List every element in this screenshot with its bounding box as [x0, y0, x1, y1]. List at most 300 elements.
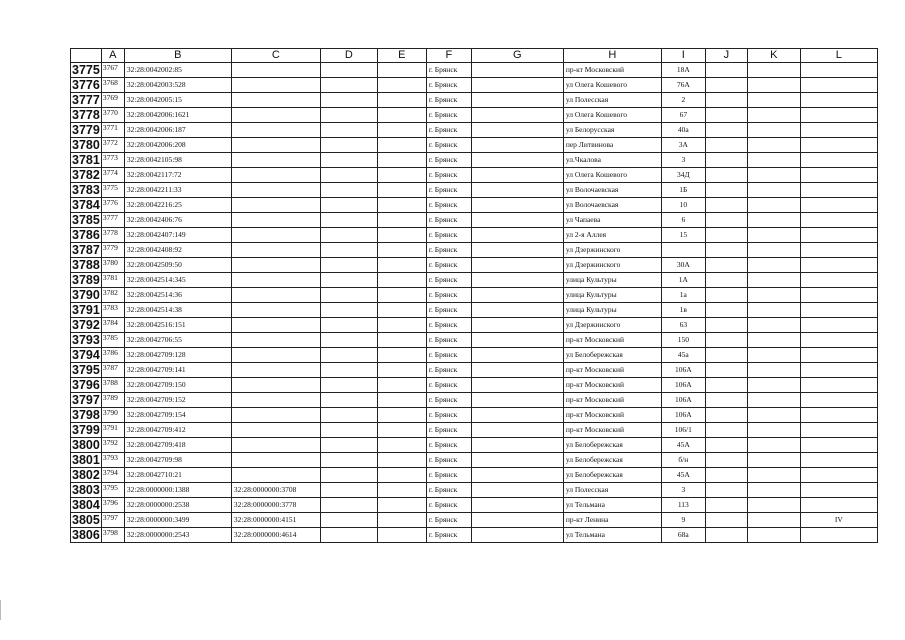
- cell-b: 32:28:0042514:345: [124, 273, 231, 288]
- cell-d: [320, 93, 377, 108]
- cell-j: [705, 138, 747, 153]
- row-number: 3784: [72, 198, 100, 212]
- cell-g: [471, 528, 563, 543]
- cell-l: [800, 168, 877, 183]
- cell-b: 32:28:0042003:528: [124, 78, 231, 93]
- cell-c: [231, 168, 320, 183]
- cell-k: [747, 318, 800, 333]
- cell-k: [747, 78, 800, 93]
- cell-i: 3А: [661, 138, 705, 153]
- cell-g: [471, 183, 563, 198]
- cell-c: [231, 78, 320, 93]
- cell-g: [471, 93, 563, 108]
- cell-b: 32:28:0000000:3499: [124, 513, 231, 528]
- cell-g: [471, 408, 563, 423]
- cell-h: ул Белорусская: [563, 123, 661, 138]
- cell-e: [377, 378, 426, 393]
- cell-h: улица Культуры: [563, 303, 661, 318]
- cell-d: [320, 528, 377, 543]
- cell-a: 3771: [101, 123, 124, 138]
- cell-c: [231, 438, 320, 453]
- cell-d: [320, 168, 377, 183]
- cell-a: 3796: [101, 498, 124, 513]
- cell-l: [800, 468, 877, 483]
- cell-a: 3785: [101, 333, 124, 348]
- cell-h: ул Олега Кошевого: [563, 168, 661, 183]
- cell-e: [377, 453, 426, 468]
- cell-a: 3768: [101, 78, 124, 93]
- cell-l: [800, 453, 877, 468]
- cell-d: [320, 513, 377, 528]
- cell-e: [377, 78, 426, 93]
- row-number: 3781: [72, 153, 100, 167]
- cell-c: [231, 468, 320, 483]
- cell-g: [471, 138, 563, 153]
- cell-h: пр-кт Московский: [563, 333, 661, 348]
- cell-b: 32:28:0042006:187: [124, 123, 231, 138]
- cell-b: 32:28:0000000:2538: [124, 498, 231, 513]
- cell-e: [377, 243, 426, 258]
- cell-h: пр-кт Московский: [563, 363, 661, 378]
- table-row: [71, 423, 878, 438]
- cell-l: [800, 123, 877, 138]
- cell-i: 10: [661, 198, 705, 213]
- cell-b: 32:28:0042117:72: [124, 168, 231, 183]
- cell-b: 32:28:0042216:25: [124, 198, 231, 213]
- table-row: [71, 153, 878, 168]
- cell-b: 32:28:0042514:36: [124, 288, 231, 303]
- cell-c: [231, 123, 320, 138]
- cell-a: 3797: [101, 513, 124, 528]
- cell-j: [705, 273, 747, 288]
- cell-j: [705, 483, 747, 498]
- column-header-g: G: [471, 49, 563, 63]
- cell-k: [747, 303, 800, 318]
- table-row: [71, 63, 878, 78]
- table-row: [71, 378, 878, 393]
- cell-b: 32:28:0000000:2543: [124, 528, 231, 543]
- cell-k: [747, 183, 800, 198]
- cell-f: г. Брянск: [426, 423, 471, 438]
- table-row: [71, 318, 878, 333]
- row-number: 3795: [72, 363, 100, 377]
- cell-d: [320, 363, 377, 378]
- cell-c: [231, 228, 320, 243]
- cell-l: [800, 258, 877, 273]
- cell-c: [231, 453, 320, 468]
- cell-c: [231, 213, 320, 228]
- cell-k: [747, 273, 800, 288]
- cell-h: ул Олега Кошевого: [563, 108, 661, 123]
- row-number: 3806: [72, 528, 100, 542]
- cell-g: [471, 423, 563, 438]
- cell-d: [320, 453, 377, 468]
- cell-f: г. Брянск: [426, 333, 471, 348]
- cell-j: [705, 453, 747, 468]
- cell-b: 32:28:0042709:418: [124, 438, 231, 453]
- cell-b: 32:28:0042709:98: [124, 453, 231, 468]
- cell-f: г. Брянск: [426, 453, 471, 468]
- row-number: 3793: [72, 333, 100, 347]
- cell-f: г. Брянск: [426, 123, 471, 138]
- cell-a: 3769: [101, 93, 124, 108]
- cell-b: 32:28:0042709:152: [124, 393, 231, 408]
- cell-j: [705, 243, 747, 258]
- cell-e: [377, 123, 426, 138]
- cell-a: 3773: [101, 153, 124, 168]
- cell-l: [800, 318, 877, 333]
- table-row: [71, 258, 878, 273]
- cell-e: [377, 498, 426, 513]
- cell-f: г. Брянск: [426, 63, 471, 78]
- cell-b: 32:28:0042408:92: [124, 243, 231, 258]
- cell-i: 30А: [661, 258, 705, 273]
- column-header-i: I: [661, 49, 705, 63]
- cell-i: 106А: [661, 363, 705, 378]
- cell-f: г. Брянск: [426, 258, 471, 273]
- cell-e: [377, 138, 426, 153]
- row-number: 3798: [72, 408, 100, 422]
- cell-f: г. Брянск: [426, 408, 471, 423]
- cell-c: [231, 153, 320, 168]
- cell-k: [747, 333, 800, 348]
- row-number: 3797: [72, 393, 100, 407]
- table-row: [71, 243, 878, 258]
- cell-h: ул Белобережская: [563, 348, 661, 363]
- cell-j: [705, 228, 747, 243]
- cell-h: ул.Чкалова: [563, 153, 661, 168]
- column-header-l: L: [800, 49, 877, 63]
- cell-d: [320, 63, 377, 78]
- cell-h: пр-кт Московский: [563, 423, 661, 438]
- cell-e: [377, 63, 426, 78]
- cell-l: [800, 438, 877, 453]
- row-number: 3804: [72, 498, 100, 512]
- cell-j: [705, 318, 747, 333]
- cell-i: 2: [661, 93, 705, 108]
- cell-g: [471, 108, 563, 123]
- cell-k: [747, 363, 800, 378]
- cell-i: 45а: [661, 348, 705, 363]
- cell-h: ул Белобережская: [563, 468, 661, 483]
- cell-b: 32:28:0042706:55: [124, 333, 231, 348]
- cell-e: [377, 528, 426, 543]
- cell-e: [377, 333, 426, 348]
- table-row: [71, 513, 878, 528]
- cell-h: улица Культуры: [563, 273, 661, 288]
- cell-b: 32:28:0042509:50: [124, 258, 231, 273]
- row-number: 3791: [72, 303, 100, 317]
- row-number: 3779: [72, 123, 100, 137]
- cell-i: 9: [661, 513, 705, 528]
- cell-d: [320, 183, 377, 198]
- cell-f: г. Брянск: [426, 228, 471, 243]
- cell-f: г. Брянск: [426, 243, 471, 258]
- cell-i: 76А: [661, 78, 705, 93]
- cell-g: [471, 273, 563, 288]
- cell-g: [471, 228, 563, 243]
- table-row: [71, 183, 878, 198]
- cell-g: [471, 243, 563, 258]
- cell-b: 32:28:0042710:21: [124, 468, 231, 483]
- cell-h: ул Чапаева: [563, 213, 661, 228]
- cell-f: г. Брянск: [426, 438, 471, 453]
- cell-g: [471, 483, 563, 498]
- cell-k: [747, 528, 800, 543]
- cell-g: [471, 153, 563, 168]
- cell-c: [231, 63, 320, 78]
- cell-j: [705, 63, 747, 78]
- cell-l: [800, 93, 877, 108]
- table-row: [71, 333, 878, 348]
- cell-j: [705, 423, 747, 438]
- cell-e: [377, 258, 426, 273]
- scan-edge-mark: [0, 600, 1, 620]
- cell-c: [231, 288, 320, 303]
- cell-a: 3790: [101, 408, 124, 423]
- cell-b: 32:28:0042709:412: [124, 423, 231, 438]
- cell-a: 3776: [101, 198, 124, 213]
- cell-k: [747, 228, 800, 243]
- cell-j: [705, 258, 747, 273]
- cell-i: б/н: [661, 453, 705, 468]
- cell-i: 106/1: [661, 423, 705, 438]
- cell-j: [705, 168, 747, 183]
- cell-k: [747, 243, 800, 258]
- cell-f: г. Брянск: [426, 168, 471, 183]
- cell-d: [320, 213, 377, 228]
- cell-d: [320, 198, 377, 213]
- row-number: 3785: [72, 213, 100, 227]
- cell-l: [800, 363, 877, 378]
- cell-d: [320, 303, 377, 318]
- cell-g: [471, 318, 563, 333]
- cell-h: ул Полесская: [563, 93, 661, 108]
- cell-d: [320, 423, 377, 438]
- cell-c: 32:28:0000000:3708: [231, 483, 320, 498]
- cell-g: [471, 393, 563, 408]
- cell-b: 32:28:0042006:1621: [124, 108, 231, 123]
- cell-i: 3: [661, 153, 705, 168]
- row-number: 3789: [72, 273, 100, 287]
- cell-c: [231, 243, 320, 258]
- cell-a: 3778: [101, 228, 124, 243]
- column-header-e: E: [377, 49, 426, 63]
- cell-h: ул Тельмана: [563, 498, 661, 513]
- cell-i: 45А: [661, 468, 705, 483]
- cell-e: [377, 393, 426, 408]
- cell-b: 32:28:0042006:208: [124, 138, 231, 153]
- cell-j: [705, 393, 747, 408]
- cell-l: [800, 183, 877, 198]
- cell-d: [320, 408, 377, 423]
- cell-g: [471, 378, 563, 393]
- cell-k: [747, 153, 800, 168]
- cell-h: пр-кт Московский: [563, 408, 661, 423]
- cell-j: [705, 183, 747, 198]
- cell-h: ул Волочаевская: [563, 198, 661, 213]
- table-row: [71, 108, 878, 123]
- row-number: 3786: [72, 228, 100, 242]
- cell-g: [471, 468, 563, 483]
- cell-a: 3798: [101, 528, 124, 543]
- cell-g: [471, 348, 563, 363]
- cell-f: г. Брянск: [426, 213, 471, 228]
- cell-l: [800, 273, 877, 288]
- column-header-row: [71, 49, 878, 63]
- cell-g: [471, 78, 563, 93]
- cell-h: пр-кт Московский: [563, 393, 661, 408]
- cell-f: г. Брянск: [426, 393, 471, 408]
- cell-i: 106А: [661, 408, 705, 423]
- cell-c: [231, 423, 320, 438]
- cell-e: [377, 348, 426, 363]
- row-number: 3801: [72, 453, 100, 467]
- column-header-f: F: [426, 49, 471, 63]
- cell-d: [320, 333, 377, 348]
- cell-l: [800, 78, 877, 93]
- cell-j: [705, 213, 747, 228]
- cell-g: [471, 438, 563, 453]
- cell-d: [320, 123, 377, 138]
- table-row: [71, 138, 878, 153]
- cell-g: [471, 168, 563, 183]
- cell-k: [747, 348, 800, 363]
- cell-c: [231, 138, 320, 153]
- cell-j: [705, 438, 747, 453]
- cell-k: [747, 378, 800, 393]
- cell-f: г. Брянск: [426, 363, 471, 378]
- cell-c: [231, 273, 320, 288]
- cell-i: 18А: [661, 63, 705, 78]
- cell-k: [747, 108, 800, 123]
- cell-a: 3767: [101, 63, 124, 78]
- row-number: 3803: [72, 483, 100, 497]
- cell-h: ул Дзержинского: [563, 318, 661, 333]
- table-row: [71, 288, 878, 303]
- cell-i: 15: [661, 228, 705, 243]
- cell-h: пр-кт Московский: [563, 63, 661, 78]
- cell-b: 32:28:0042211:33: [124, 183, 231, 198]
- cell-i: 106А: [661, 378, 705, 393]
- row-number: 3780: [72, 138, 100, 152]
- cell-d: [320, 378, 377, 393]
- cell-e: [377, 303, 426, 318]
- column-header-b: B: [124, 49, 231, 63]
- cell-h: ул Белобережская: [563, 453, 661, 468]
- cell-l: [800, 348, 877, 363]
- cell-j: [705, 363, 747, 378]
- cell-l: [800, 198, 877, 213]
- cell-f: г. Брянск: [426, 318, 471, 333]
- cell-i: 68а: [661, 528, 705, 543]
- cell-g: [471, 453, 563, 468]
- cell-c: [231, 318, 320, 333]
- cell-a: 3781: [101, 273, 124, 288]
- cell-h: пер Литвинова: [563, 138, 661, 153]
- cell-f: г. Брянск: [426, 483, 471, 498]
- cell-e: [377, 513, 426, 528]
- cell-e: [377, 468, 426, 483]
- cell-l: [800, 303, 877, 318]
- row-number: 3800: [72, 438, 100, 452]
- cell-d: [320, 498, 377, 513]
- cell-h: ул Белобережская: [563, 438, 661, 453]
- cell-i: 113: [661, 498, 705, 513]
- cell-j: [705, 108, 747, 123]
- cell-d: [320, 468, 377, 483]
- cell-d: [320, 273, 377, 288]
- cell-d: [320, 318, 377, 333]
- row-number: 3782: [72, 168, 100, 182]
- table-row: [71, 528, 878, 543]
- cell-e: [377, 228, 426, 243]
- cell-d: [320, 243, 377, 258]
- cell-f: г. Брянск: [426, 303, 471, 318]
- cell-l: [800, 228, 877, 243]
- cell-c: [231, 393, 320, 408]
- cell-f: г. Брянск: [426, 153, 471, 168]
- cell-g: [471, 258, 563, 273]
- cell-h: ул Тельмана: [563, 528, 661, 543]
- cell-j: [705, 78, 747, 93]
- cell-l: [800, 333, 877, 348]
- cell-b: 32:28:0042005:15: [124, 93, 231, 108]
- cell-b: 32:28:0000000:1388: [124, 483, 231, 498]
- cell-c: [231, 258, 320, 273]
- cell-l: [800, 423, 877, 438]
- cell-b: 32:28:0042709:150: [124, 378, 231, 393]
- cell-g: [471, 363, 563, 378]
- table-row: [71, 468, 878, 483]
- column-header-d: D: [320, 49, 377, 63]
- cell-a: 3795: [101, 483, 124, 498]
- table-row: [71, 363, 878, 378]
- cell-e: [377, 408, 426, 423]
- cell-a: 3777: [101, 213, 124, 228]
- cell-e: [377, 483, 426, 498]
- cell-k: [747, 468, 800, 483]
- cell-c: [231, 108, 320, 123]
- cell-l: [800, 408, 877, 423]
- cell-f: г. Брянск: [426, 183, 471, 198]
- cell-a: 3786: [101, 348, 124, 363]
- cell-e: [377, 93, 426, 108]
- cell-i: 1А: [661, 273, 705, 288]
- table-row: [71, 78, 878, 93]
- cell-f: г. Брянск: [426, 93, 471, 108]
- column-header-h: H: [563, 49, 661, 63]
- cell-i: 45А: [661, 438, 705, 453]
- cell-a: 3794: [101, 468, 124, 483]
- column-header-corner: [71, 49, 102, 63]
- column-header-j: J: [705, 49, 747, 63]
- cell-l: [800, 153, 877, 168]
- row-number: 3805: [72, 513, 100, 527]
- cell-g: [471, 333, 563, 348]
- cell-a: 3783: [101, 303, 124, 318]
- column-header-a: A: [101, 49, 124, 63]
- cell-c: [231, 363, 320, 378]
- cell-l: [800, 393, 877, 408]
- cell-f: г. Брянск: [426, 108, 471, 123]
- cell-e: [377, 198, 426, 213]
- cell-k: [747, 438, 800, 453]
- cell-j: [705, 303, 747, 318]
- table-row: [71, 213, 878, 228]
- cell-j: [705, 288, 747, 303]
- cell-l: [800, 213, 877, 228]
